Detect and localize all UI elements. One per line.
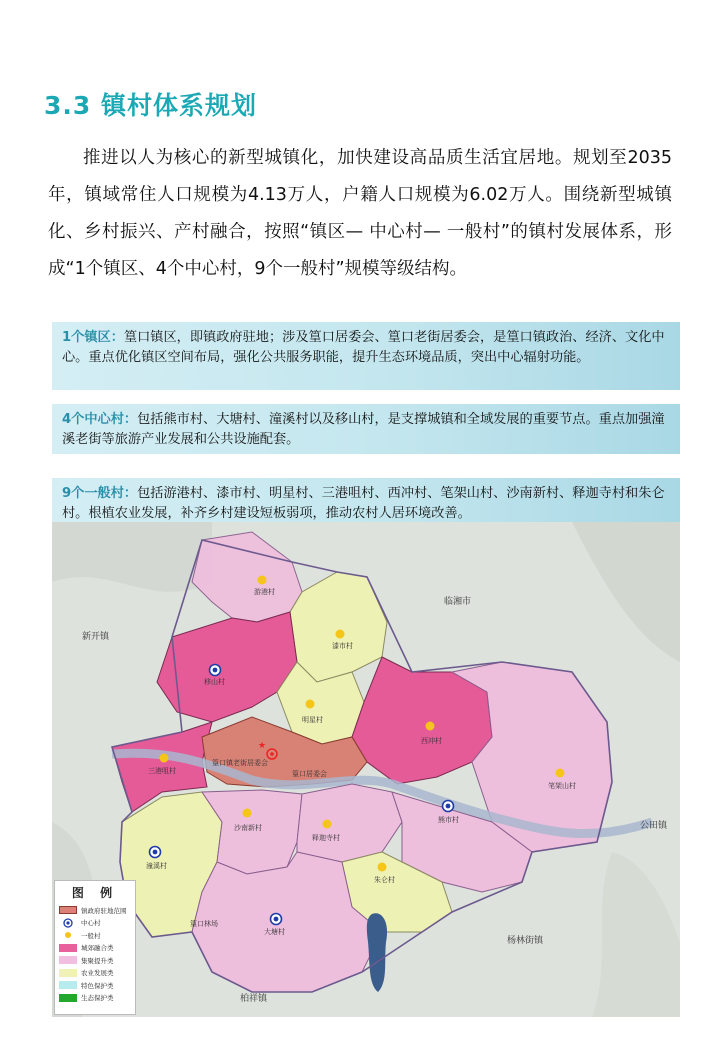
general-village-icon — [258, 576, 267, 585]
section-title: 3.3 镇村体系规划 — [44, 91, 257, 120]
map-label-village: 明星村 — [302, 716, 323, 724]
legend-label: 特色保护类 — [81, 981, 114, 990]
legend-item — [59, 979, 131, 992]
map-label-village: 大塘村 — [264, 928, 285, 936]
map-label-baixiang: 柏祥镇 — [240, 994, 268, 1004]
map-label-village: 游港村 — [254, 588, 275, 596]
legend-item — [59, 917, 131, 930]
map-label-gongtian: 公田镇 — [640, 821, 668, 831]
map-label-village: 沙南新村 — [234, 824, 262, 832]
general-village-icon — [160, 754, 169, 763]
legend-item — [59, 954, 131, 967]
map-label-village: 篁口镇老街居委会 — [212, 759, 268, 767]
legend-item — [59, 904, 131, 917]
legend-label: 一般村 — [81, 931, 101, 940]
town-area-swatch-icon — [59, 906, 77, 914]
central-village-icon — [271, 914, 282, 925]
central-village-icon — [210, 665, 221, 676]
general-village-icon — [556, 769, 565, 778]
general-village-icon — [426, 722, 435, 731]
map-label-village: 三港咀村 — [148, 767, 176, 775]
general-village-icon — [243, 809, 252, 818]
heritage-swatch-icon — [59, 981, 77, 989]
box-text: 包括游港村、漆市村、明星村、三港咀村、西冲村、笔架山村、沙南新村、释迦寺村和朱仑村。根植农业发展，补齐乡村建设短板弱项，推动农村人居环境改善。 — [62, 486, 665, 521]
suburban-swatch-icon — [59, 944, 77, 952]
legend-label: 中心村 — [81, 919, 101, 928]
map-label-village: 移山村 — [204, 678, 225, 686]
central-village-icon — [59, 919, 77, 927]
general-village-icon — [59, 931, 77, 939]
map-label-village: 熊市村 — [438, 816, 459, 824]
map-label-yanglin: 杨林街镇 — [507, 936, 544, 946]
central-village-icon — [150, 847, 161, 858]
legend-label: 镇政府驻地范围 — [81, 906, 127, 915]
general-village-icon — [306, 700, 315, 709]
legend-label: 生态保护类 — [81, 994, 114, 1003]
general-village-icon — [378, 863, 387, 872]
central-villages-box — [52, 404, 680, 454]
legend-item — [59, 942, 131, 955]
govt-marker-dot — [270, 752, 274, 756]
legend-title: 图 例 — [71, 886, 119, 900]
legend-item — [59, 929, 131, 942]
ecology-swatch-icon — [59, 994, 77, 1002]
intro-paragraph: 推进以人为核心的新型城镇化，加快建设高品质生活宜居地。规划至2035年，镇域常住人口规模为4.13万人，户籍人口规模为6.02万人。围绕新型城镇化、乡村振兴、产村融合，按照“镇区— 中心村— 一般村”的镇村发展体系，形成“1个镇区、4个中心村，9个一般村”规模等级结构。 — [48, 148, 672, 279]
legend-label: 农业发展类 — [81, 969, 114, 978]
legend-item — [59, 992, 131, 1005]
legend-item — [59, 967, 131, 980]
general-village-icon — [323, 820, 332, 829]
map-svg — [52, 522, 680, 1017]
box-text: 包括熊市村、大塘村、潼溪村以及移山村，是支撑城镇和全域发展的重要节点。重点加强潼溪老街等旅游产业发展和公共设施配套。 — [62, 412, 665, 447]
map-label-linxiang: 临湘市 — [444, 597, 472, 607]
govt-star-icon: ★ — [258, 741, 267, 751]
map-label-village: 笔架山村 — [548, 782, 576, 790]
map-label-village: 西冲村 — [421, 737, 442, 745]
central-village-icon — [443, 801, 454, 812]
town-area-box — [52, 322, 680, 390]
general-villages-box — [52, 478, 680, 522]
legend-label: 集聚提升类 — [81, 956, 114, 965]
village-system-map — [52, 522, 680, 1017]
map-label-xinkai: 新开镇 — [82, 632, 110, 642]
box-text: 篁口镇区，即镇政府驻地；涉及篁口居委会、篁口老街居委会，是篁口镇政治、经济、文化中心。重点优化镇区空间布局，强化公共服务职能，提升生态环境品质，突出中心辐射功能。 — [62, 330, 665, 365]
map-label-village: 漆市村 — [332, 642, 353, 650]
map-label-village: 潼溪村 — [146, 862, 167, 870]
map-label-village: 篁口居委会 — [292, 770, 327, 778]
map-label-village: 朱仑村 — [374, 876, 395, 884]
legend-label: 城郊融合类 — [81, 944, 114, 953]
map-label-village: 释迦寺村 — [312, 834, 340, 842]
box-keyword: 4个中心村： — [62, 412, 138, 427]
cluster-swatch-icon — [59, 956, 77, 964]
box-keyword: 1个镇区： — [62, 330, 124, 345]
general-village-icon — [336, 630, 345, 639]
map-label-village: 篁口林场 — [190, 920, 218, 928]
box-keyword: 9个一般村： — [62, 486, 138, 501]
agriculture-swatch-icon — [59, 969, 77, 977]
map-legend — [54, 880, 136, 1015]
